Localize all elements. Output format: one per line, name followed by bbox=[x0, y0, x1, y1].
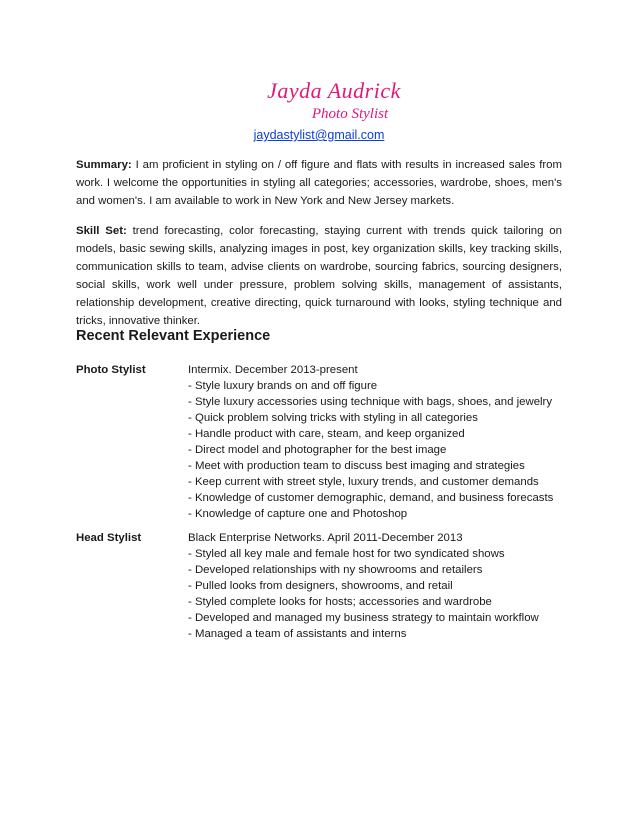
experience-heading: Recent Relevant Experience bbox=[76, 328, 271, 344]
job-duty: - Managed a team of assistants and interns bbox=[188, 628, 407, 640]
job-duties-list bbox=[188, 546, 578, 642]
job-duty: - Developed relationships with ny showrooms and retailers bbox=[188, 564, 483, 576]
summary-text: I am proficient in styling on / off figure and flats with results in increased sales from work. I welcome the opportunities in styling all categories; accessories, wardrobe, shoes, men's and women's. I am available to work in New York and New Jersey markets. bbox=[76, 159, 562, 207]
candidate-name: Jayda Audrick bbox=[267, 78, 401, 103]
email-link[interactable]: jaydastylist@gmail.com bbox=[253, 128, 385, 142]
job-duty: - Keep current with street style, luxury trends, and customer demands bbox=[188, 476, 539, 488]
job-duties-list bbox=[188, 378, 578, 522]
resume-header bbox=[0, 78, 638, 144]
job-duty: - Meet with production team to discuss best imaging and strategies bbox=[188, 460, 525, 472]
job-company: Black Enterprise Networks. April 2011-December 2013 bbox=[188, 532, 463, 544]
skills-label: Skill Set: bbox=[76, 225, 127, 237]
skills-text: trend forecasting, color forecasting, staying current with trends quick tailoring on models, basic sewing skills, analyzing images in post, key organization skills, key tracking skills, communication skills to team, advise clients on wardrobe, sourcing fabrics, sourcing designers, social skills, work well under pressure, problem solving skills, management of assistants, relationship development, creative directing, quick turnaround with looks, styling technique and tricks, innovative thinker. bbox=[76, 225, 562, 327]
job-duty: - Knowledge of capture one and Photoshop bbox=[188, 508, 408, 520]
job-title: Head Stylist bbox=[76, 532, 142, 544]
skills-paragraph bbox=[76, 222, 562, 330]
job-duty: - Direct model and photographer for the best image bbox=[188, 444, 447, 456]
summary-label: Summary: bbox=[76, 159, 132, 171]
job-details bbox=[188, 530, 578, 642]
job-duty: - Style luxury brands on and off figure bbox=[188, 380, 378, 392]
job-duty: - Style luxury accessories using technique with bags, shoes, and jewelry bbox=[188, 396, 553, 408]
job-duty: - Developed and managed my business strategy to maintain workflow bbox=[188, 612, 539, 624]
job-duty: - Quick problem solving tricks with styling in all categories bbox=[188, 412, 478, 424]
summary-paragraph bbox=[76, 156, 562, 210]
job-duty: - Knowledge of customer demographic, demand, and business forecasts bbox=[188, 492, 554, 504]
job-duty: - Styled complete looks for hosts; accessories and wardrobe bbox=[188, 596, 492, 608]
job-title: Photo Stylist bbox=[76, 364, 146, 376]
candidate-title: Photo Stylist bbox=[311, 106, 389, 122]
job-duty: - Pulled looks from designers, showrooms, and retail bbox=[188, 580, 453, 592]
job-company: Intermix. December 2013-present bbox=[188, 364, 358, 376]
job-details bbox=[188, 362, 578, 522]
job-duty: - Styled all key male and female host for two syndicated shows bbox=[188, 548, 505, 560]
job-duty: - Handle product with care, steam, and keep organized bbox=[188, 428, 465, 440]
